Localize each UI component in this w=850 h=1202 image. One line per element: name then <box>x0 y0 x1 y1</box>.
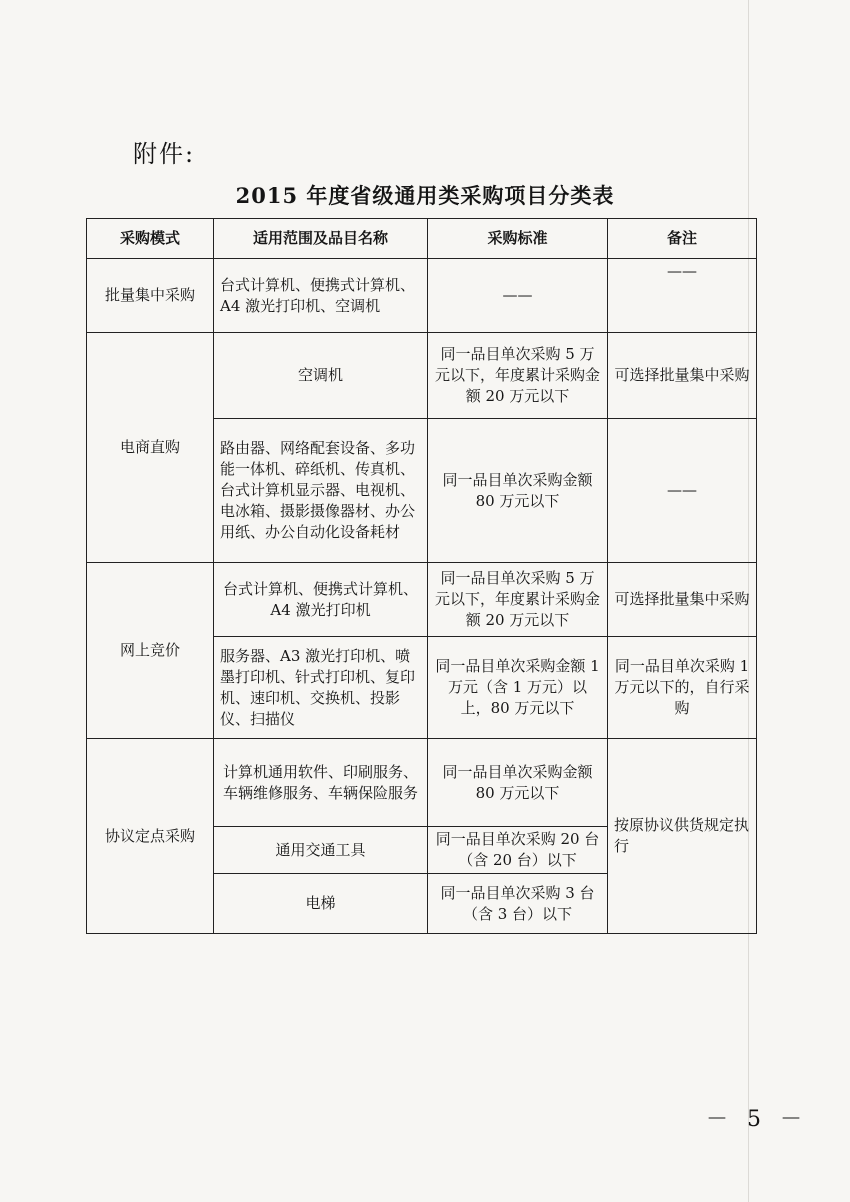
table-header-row <box>87 219 757 259</box>
scope-cell: 路由器、网络配套设备、多功能一体机、碎纸机、传真机、台式计算机显示器、电视机、电冰箱、摄影摄像器材、办公用纸、办公自动化设备耗材 <box>214 419 428 563</box>
note-cell: 可选择批量集中采购 <box>608 563 757 637</box>
header-cell-mode: 采购模式 <box>87 219 214 259</box>
scope-cell: 电梯 <box>214 874 428 934</box>
procurement-classification-table <box>86 218 757 934</box>
shared-note-cell: 按原协议供货规定执行 <box>608 739 757 934</box>
note-cell: —— <box>608 259 757 333</box>
header-cell-note: 备注 <box>608 219 757 259</box>
standard-cell: —— <box>428 259 608 333</box>
note-cell: 同一品目单次采购 1 万元以下的，自行采购 <box>608 637 757 739</box>
scope-cell: 计算机通用软件、印刷服务、车辆维修服务、车辆保险服务 <box>214 739 428 827</box>
mode-cell: 电商直购 <box>87 333 214 563</box>
scope-cell: 空调机 <box>214 333 428 419</box>
scope-cell: 通用交通工具 <box>214 827 428 874</box>
scope-cell: 服务器、A3 激光打印机、喷墨打印机、针式打印机、复印机、速印机、交换机、投影仪、扫描仪 <box>214 637 428 739</box>
standard-cell: 同一品目单次采购金额 1 万元（含 1 万元）以上，80 万元以下 <box>428 637 608 739</box>
standard-cell: 同一品目单次采购金额 80 万元以下 <box>428 419 608 563</box>
scope-cell: 台式计算机、便携式计算机、A4 激光打印机、空调机 <box>214 259 428 333</box>
note-cell: —— <box>608 419 757 563</box>
note-cell: 可选择批量集中采购 <box>608 333 757 419</box>
table-row <box>87 333 757 419</box>
mode-cell: 协议定点采购 <box>87 739 214 934</box>
standard-cell: 同一品目单次采购金额 80 万元以下 <box>428 739 608 827</box>
mode-cell: 批量集中采购 <box>87 259 214 333</box>
standard-cell: 同一品目单次采购 5 万元以下，年度累计采购金额 20 万元以下 <box>428 333 608 419</box>
mode-cell: 网上竞价 <box>87 563 214 739</box>
table-row <box>87 739 757 827</box>
header-cell-standard: 采购标准 <box>428 219 608 259</box>
table-row <box>87 563 757 637</box>
scope-cell: 台式计算机、便携式计算机、A4 激光打印机 <box>214 563 428 637</box>
standard-cell: 同一品目单次采购 5 万元以下，年度累计采购金额 20 万元以下 <box>428 563 608 637</box>
page-number: － 5 － <box>706 1107 808 1132</box>
header-cell-scope: 适用范围及品目名称 <box>214 219 428 259</box>
document-title: 2015 年度省级通用类采购项目分类表 <box>235 183 615 208</box>
attachment-label: 附件: <box>133 140 196 168</box>
standard-cell: 同一品目单次采购 20 台（含 20 台）以下 <box>428 827 608 874</box>
table-row <box>87 259 757 333</box>
standard-cell: 同一品目单次采购 3 台（含 3 台）以下 <box>428 874 608 934</box>
